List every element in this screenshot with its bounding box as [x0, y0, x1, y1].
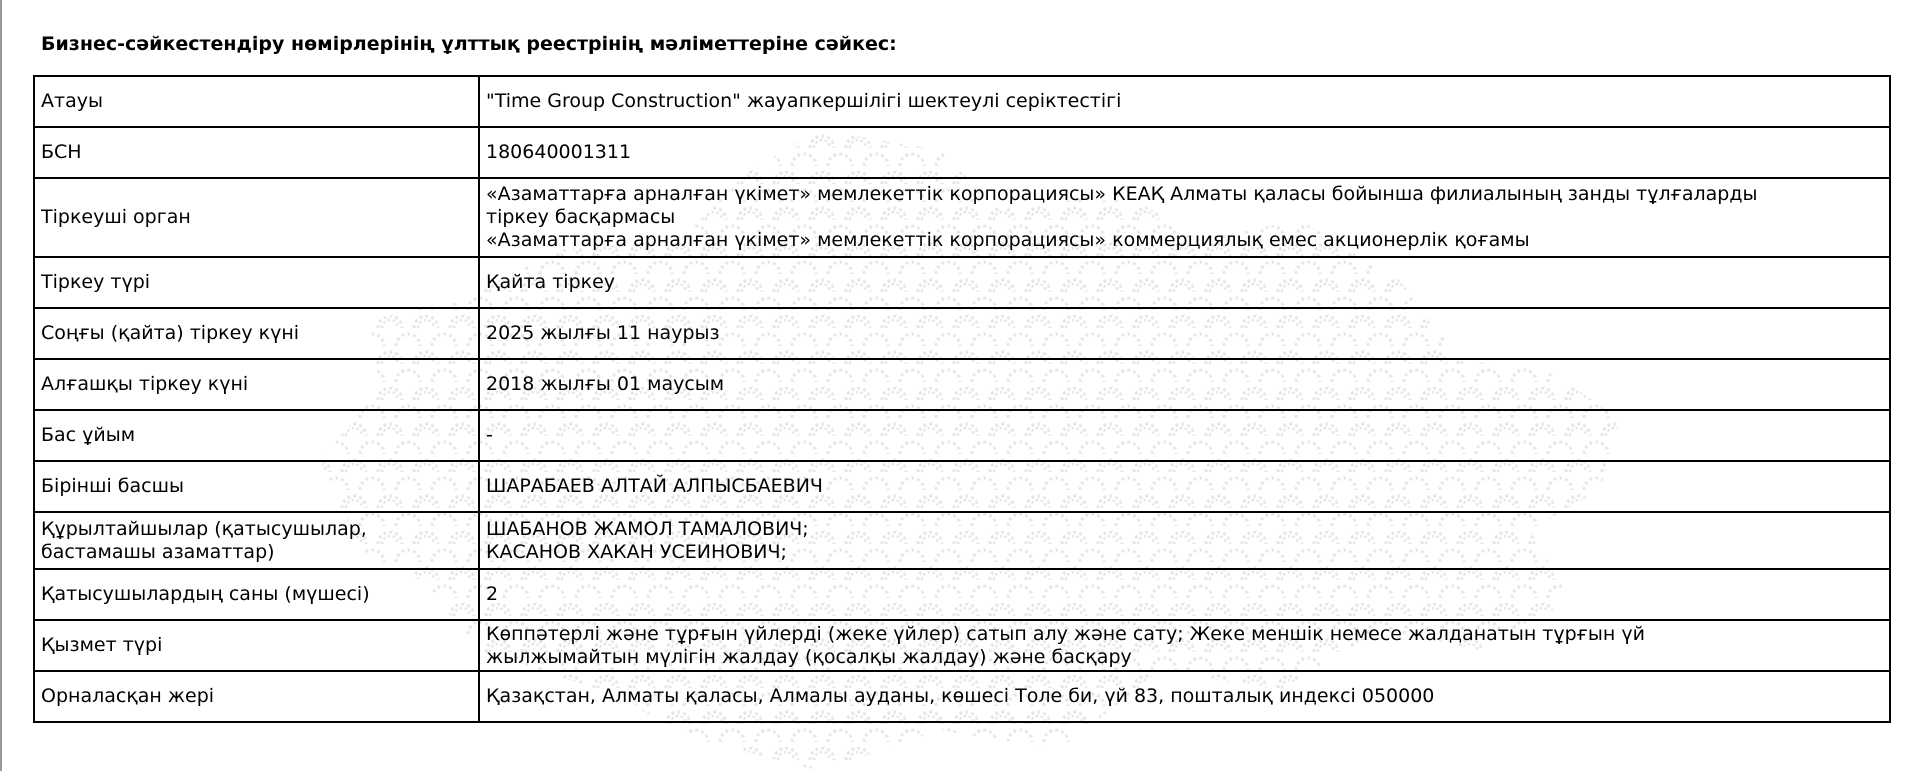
field-value: «Азаматтарға арналған үкімет» мемлекеттік корпорациясы» КЕАҚ Алматы қаласы бойынша филиалының занды тұлғаларды [486, 183, 1758, 205]
table-row [34, 569, 1890, 620]
field-value-cell [479, 410, 1890, 461]
table-row [34, 257, 1890, 308]
field-value-cell [479, 359, 1890, 410]
field-value: 2025 жылғы 11 наурыз [486, 322, 720, 344]
field-label-cell [34, 257, 479, 308]
field-value-cell [479, 461, 1890, 512]
field-label-cell [34, 461, 479, 512]
field-value: - [486, 424, 493, 446]
field-label: Бас ұйым [41, 424, 136, 446]
field-value: "Time Group Construction" жауапкершілігі шектеулі серіктестігі [486, 90, 1122, 112]
table-row [34, 620, 1890, 671]
registry-table [33, 75, 1891, 723]
field-value: ШАРАБАЕВ АЛТАЙ АЛПЫСБАЕВИЧ [486, 475, 823, 497]
field-label: Құрылтайшылар (қатысушылар, [41, 517, 367, 540]
field-label: Орналасқан жері [41, 685, 215, 707]
field-label-cell [34, 569, 479, 620]
table-row [34, 76, 1890, 127]
table-row [34, 308, 1890, 359]
field-label: Тіркеу түрі [41, 271, 151, 293]
field-value-cell [479, 76, 1890, 127]
table-row [34, 671, 1890, 722]
field-label-cell [34, 127, 479, 178]
field-label: БСН [41, 141, 82, 163]
field-label-cell [34, 359, 479, 410]
field-value-cell [479, 620, 1890, 671]
field-value: 2 [486, 583, 499, 605]
field-label: Қызмет түрі [41, 634, 163, 656]
field-label: бастамашы азаматтар) [41, 540, 275, 563]
field-label: Алғашқы тіркеу күні [41, 373, 249, 395]
field-label-cell [34, 410, 479, 461]
field-value-cell [479, 257, 1890, 308]
field-label: Бірінші басшы [41, 475, 184, 497]
field-value-cell [479, 569, 1890, 620]
field-label-cell [34, 671, 479, 722]
field-value: ШАБАНОВ ЖАМОЛ ТАМАЛОВИЧ; [486, 517, 809, 540]
table-row [34, 127, 1890, 178]
field-value-cell [479, 671, 1890, 722]
field-value: Көппәтерлі және тұрғын үйлерді (жеке үйлер) сатып алу және сату; Жеке меншік немесе жалданатын тұрғын үй [486, 622, 1645, 645]
table-row [34, 359, 1890, 410]
field-value: 2018 жылғы 01 маусым [486, 373, 725, 395]
field-value: Қайта тіркеу [486, 271, 616, 293]
field-value: жылжымайтын мүлігін жалдау (қосалқы жалдау) және басқару [486, 645, 1132, 668]
table-row [34, 512, 1890, 569]
page-heading: Бизнес-сәйкестендіру нөмірлерінің ұлттық реестрінің мәліметтеріне сәйкес: [41, 33, 897, 55]
field-label-cell [34, 512, 479, 569]
field-value-cell [479, 308, 1890, 359]
field-value: «Азаматтарға арналған үкімет» мемлекеттік корпорациясы» коммерциялық емес акционерлік қоғамы [486, 229, 1530, 251]
field-value: Қазақстан, Алматы қаласы, Алмалы ауданы, көшесі Толе би, үй 83, пошталық индексі 050000 [486, 685, 1435, 707]
field-value-cell [479, 178, 1890, 257]
table-row [34, 410, 1890, 461]
field-label: Тіркеуші орган [41, 206, 191, 228]
page-left-edge [0, 0, 2, 771]
field-label-cell [34, 620, 479, 671]
field-value: КАСАНОВ ХАКАН УСЕИНОВИЧ; [486, 540, 787, 563]
field-label-cell [34, 76, 479, 127]
field-value: тіркеу басқармасы [486, 206, 676, 228]
field-value-cell [479, 512, 1890, 569]
field-label-cell [34, 178, 479, 257]
field-label-cell [34, 308, 479, 359]
field-label: Қатысушылардың саны (мүшесі) [41, 583, 370, 605]
field-value: 180640001311 [486, 141, 632, 163]
table-row [34, 178, 1890, 257]
field-value-cell [479, 127, 1890, 178]
table-row [34, 461, 1890, 512]
field-label: Атауы [41, 90, 103, 112]
field-label: Соңғы (қайта) тіркеу күні [41, 322, 300, 344]
